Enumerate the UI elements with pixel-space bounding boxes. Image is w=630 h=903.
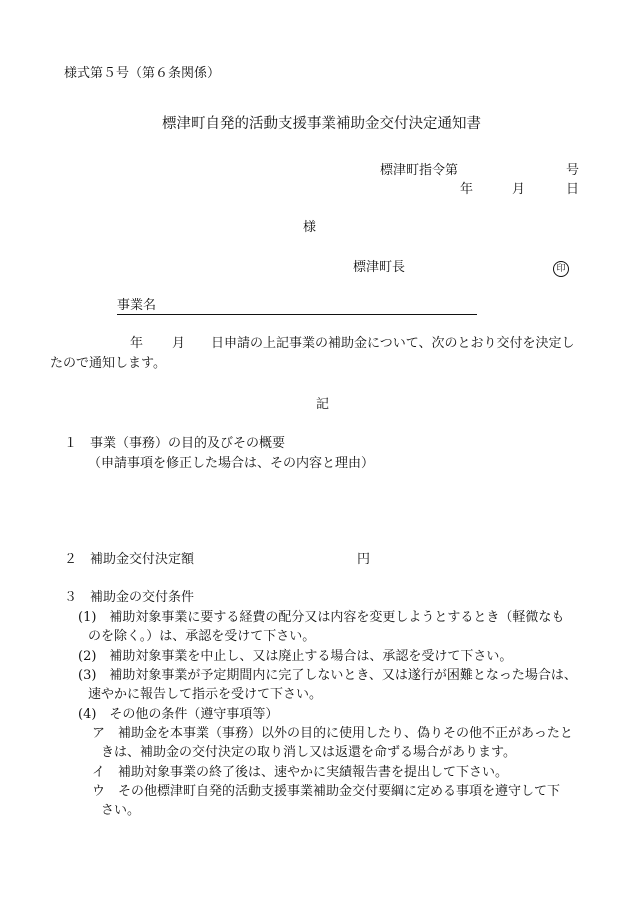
intro-line2: たので通知します。 (50, 356, 166, 371)
condition-3-line1: (3) 補助対象事業が予定期間内に完了しないとき、又は遂行が困難となった場合は、 (78, 668, 577, 683)
seal-icon: 印 (553, 261, 569, 277)
section2-heading: ２ 補助金交付決定額 (64, 552, 195, 567)
subcondition-a-line2: きは、補助金の交付決定の取り消し又は返還を命ずる場合があります。 (101, 745, 516, 760)
condition-1-line1: (1) 補助対象事業に要する経費の配分又は内容を変更しようとするとき（軽微なも (78, 610, 565, 625)
document-title: 標津町自発的活動支援事業補助金交付決定通知書 (162, 116, 481, 132)
subcondition-i: イ 補助対象事業の終了後は、速やかに実績報告書を提出して下さい。 (92, 765, 509, 780)
section2-unit: 円 (357, 552, 371, 567)
condition-3-line2: 速やかに報告して指示を受けて下さい。 (88, 687, 323, 702)
intro-line1: 日申請の上記事業の補助金について、次のとおり交付を決定し (211, 336, 575, 351)
ki-heading: 記 (316, 397, 330, 412)
section3-heading: ３ 補助金の交付条件 (64, 590, 195, 605)
doc-ref-prefix: 標津町指令第 (380, 163, 459, 178)
section1-note: （申請事項を修正した場合は、その内容と理由） (88, 456, 375, 471)
project-name-label: 事業名 (117, 298, 157, 313)
addressee-honorific: 様 (303, 220, 317, 235)
subcondition-u-line2: さい。 (101, 803, 141, 818)
doc-ref-suffix: 号 (566, 163, 580, 178)
intro-month: 月 (172, 336, 186, 351)
condition-2: (2) 補助対象事業を中止し、又は廃止する場合は、承認を受けて下さい。 (78, 649, 513, 664)
condition-1-line2: のを除く。）は、承認を受けて下さい。 (88, 629, 316, 644)
form-number: 様式第５号（第６条関係） (64, 66, 221, 81)
date-month: 月 (512, 182, 526, 197)
intro-year: 年 (130, 336, 144, 351)
section1-heading: １ 事業（事務）の目的及びその概要 (64, 436, 286, 451)
date-day: 日 (566, 182, 580, 197)
condition-4: (4) その他の条件（遵守事項等） (78, 707, 279, 722)
subcondition-a-line1: ア 補助金を本事業（事務）以外の目的に使用したり、偽りその他不正があったと (92, 726, 573, 741)
issuer: 標津町長 (353, 260, 406, 275)
subcondition-u-line1: ウ その他標津町自発的活動支援事業補助金交付要綱に定める事項を遵守して下 (92, 784, 561, 799)
project-name-underline (117, 314, 477, 315)
date-year: 年 (460, 182, 474, 197)
